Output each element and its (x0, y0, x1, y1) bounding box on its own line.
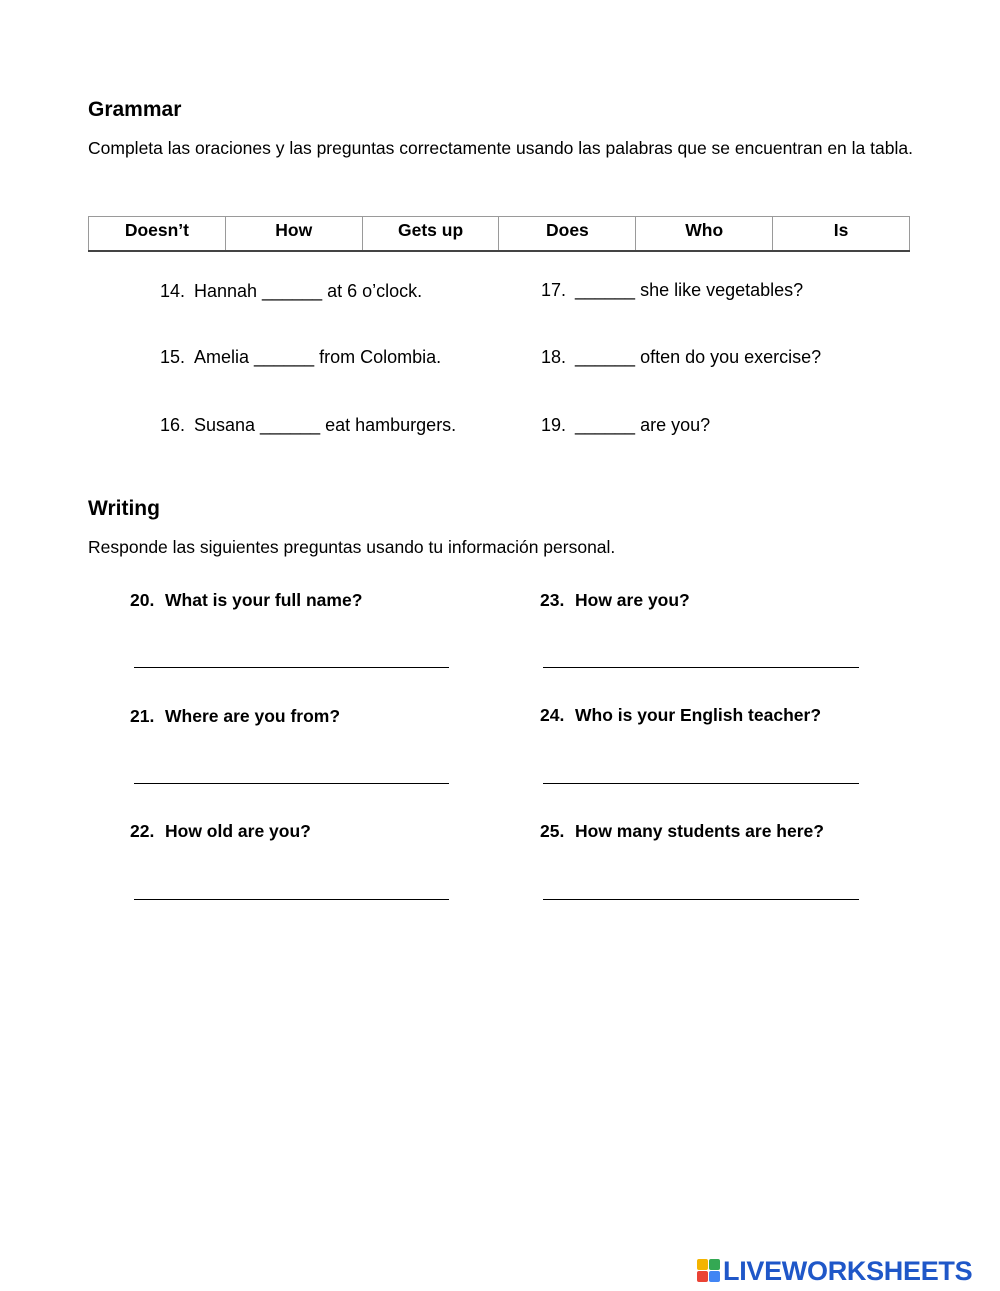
question-text: How old are you? (165, 821, 311, 841)
question-number: 23. (540, 590, 565, 610)
item-number: 19. (541, 415, 567, 435)
word-bank-table (88, 216, 910, 252)
logo-block (709, 1259, 720, 1270)
answer-line[interactable] (543, 899, 859, 900)
grammar-title: Grammar (88, 98, 182, 121)
logo-blocks-icon (697, 1258, 721, 1284)
writing-question (540, 705, 821, 726)
logo-block (697, 1271, 708, 1282)
grammar-item[interactable] (541, 415, 710, 436)
word-bank-row (89, 217, 910, 252)
question-number: 24. (540, 705, 565, 725)
item-number: 16. (160, 415, 186, 435)
word-bank-cell: Gets up (362, 217, 499, 252)
item-text: ______ are you? (575, 415, 711, 435)
item-text: ______ she like vegetables? (575, 280, 804, 300)
question-number: 22. (130, 821, 155, 841)
item-number: 17. (541, 280, 567, 300)
question-number: 21. (130, 706, 155, 726)
writing-question (540, 821, 824, 842)
question-text: What is your full name? (165, 590, 363, 610)
grammar-item[interactable] (541, 280, 803, 301)
item-text: Susana ______ eat hamburgers. (194, 415, 457, 435)
item-number: 14. (160, 281, 186, 301)
item-text: ______ often do you exercise? (575, 347, 822, 367)
answer-line[interactable] (134, 667, 449, 668)
grammar-instructions: Completa las oraciones y las preguntas correctamente usando las palabras que se encuentran en la tabla. (88, 138, 913, 158)
item-number: 18. (541, 347, 567, 367)
logo-block (697, 1259, 708, 1270)
word-bank-cell: Is (773, 217, 910, 252)
word-bank-cell: How (225, 217, 362, 252)
question-number: 20. (130, 590, 155, 610)
question-number: 25. (540, 821, 565, 841)
writing-question (130, 821, 311, 842)
liveworksheets-logo (697, 1256, 972, 1286)
grammar-item[interactable] (160, 347, 441, 368)
writing-question (130, 706, 340, 727)
grammar-item[interactable] (541, 347, 821, 368)
grammar-item[interactable] (160, 281, 422, 302)
item-text: Hannah ______ at 6 o’clock. (194, 281, 423, 301)
answer-line[interactable] (134, 899, 449, 900)
writing-title: Writing (88, 497, 160, 520)
writing-question (540, 590, 690, 611)
item-text: Amelia ______ from Colombia. (194, 347, 442, 367)
question-text: How many students are here? (575, 821, 824, 841)
logo-block (709, 1271, 720, 1282)
answer-line[interactable] (543, 783, 859, 784)
question-text: Where are you from? (165, 706, 341, 726)
writing-question (130, 590, 362, 611)
word-bank-cell: Does (499, 217, 636, 252)
grammar-item[interactable] (160, 415, 456, 436)
logo-text: LIVEWORKSHEETS (723, 1256, 973, 1286)
word-bank-cell: Who (636, 217, 773, 252)
answer-line[interactable] (134, 783, 449, 784)
question-text: How are you? (575, 590, 690, 610)
writing-instructions: Responde las siguientes preguntas usando tu información personal. (88, 537, 616, 557)
question-text: Who is your English teacher? (575, 705, 822, 725)
item-number: 15. (160, 347, 186, 367)
word-bank-cell: Doesn’t (89, 217, 226, 252)
answer-line[interactable] (543, 667, 859, 668)
